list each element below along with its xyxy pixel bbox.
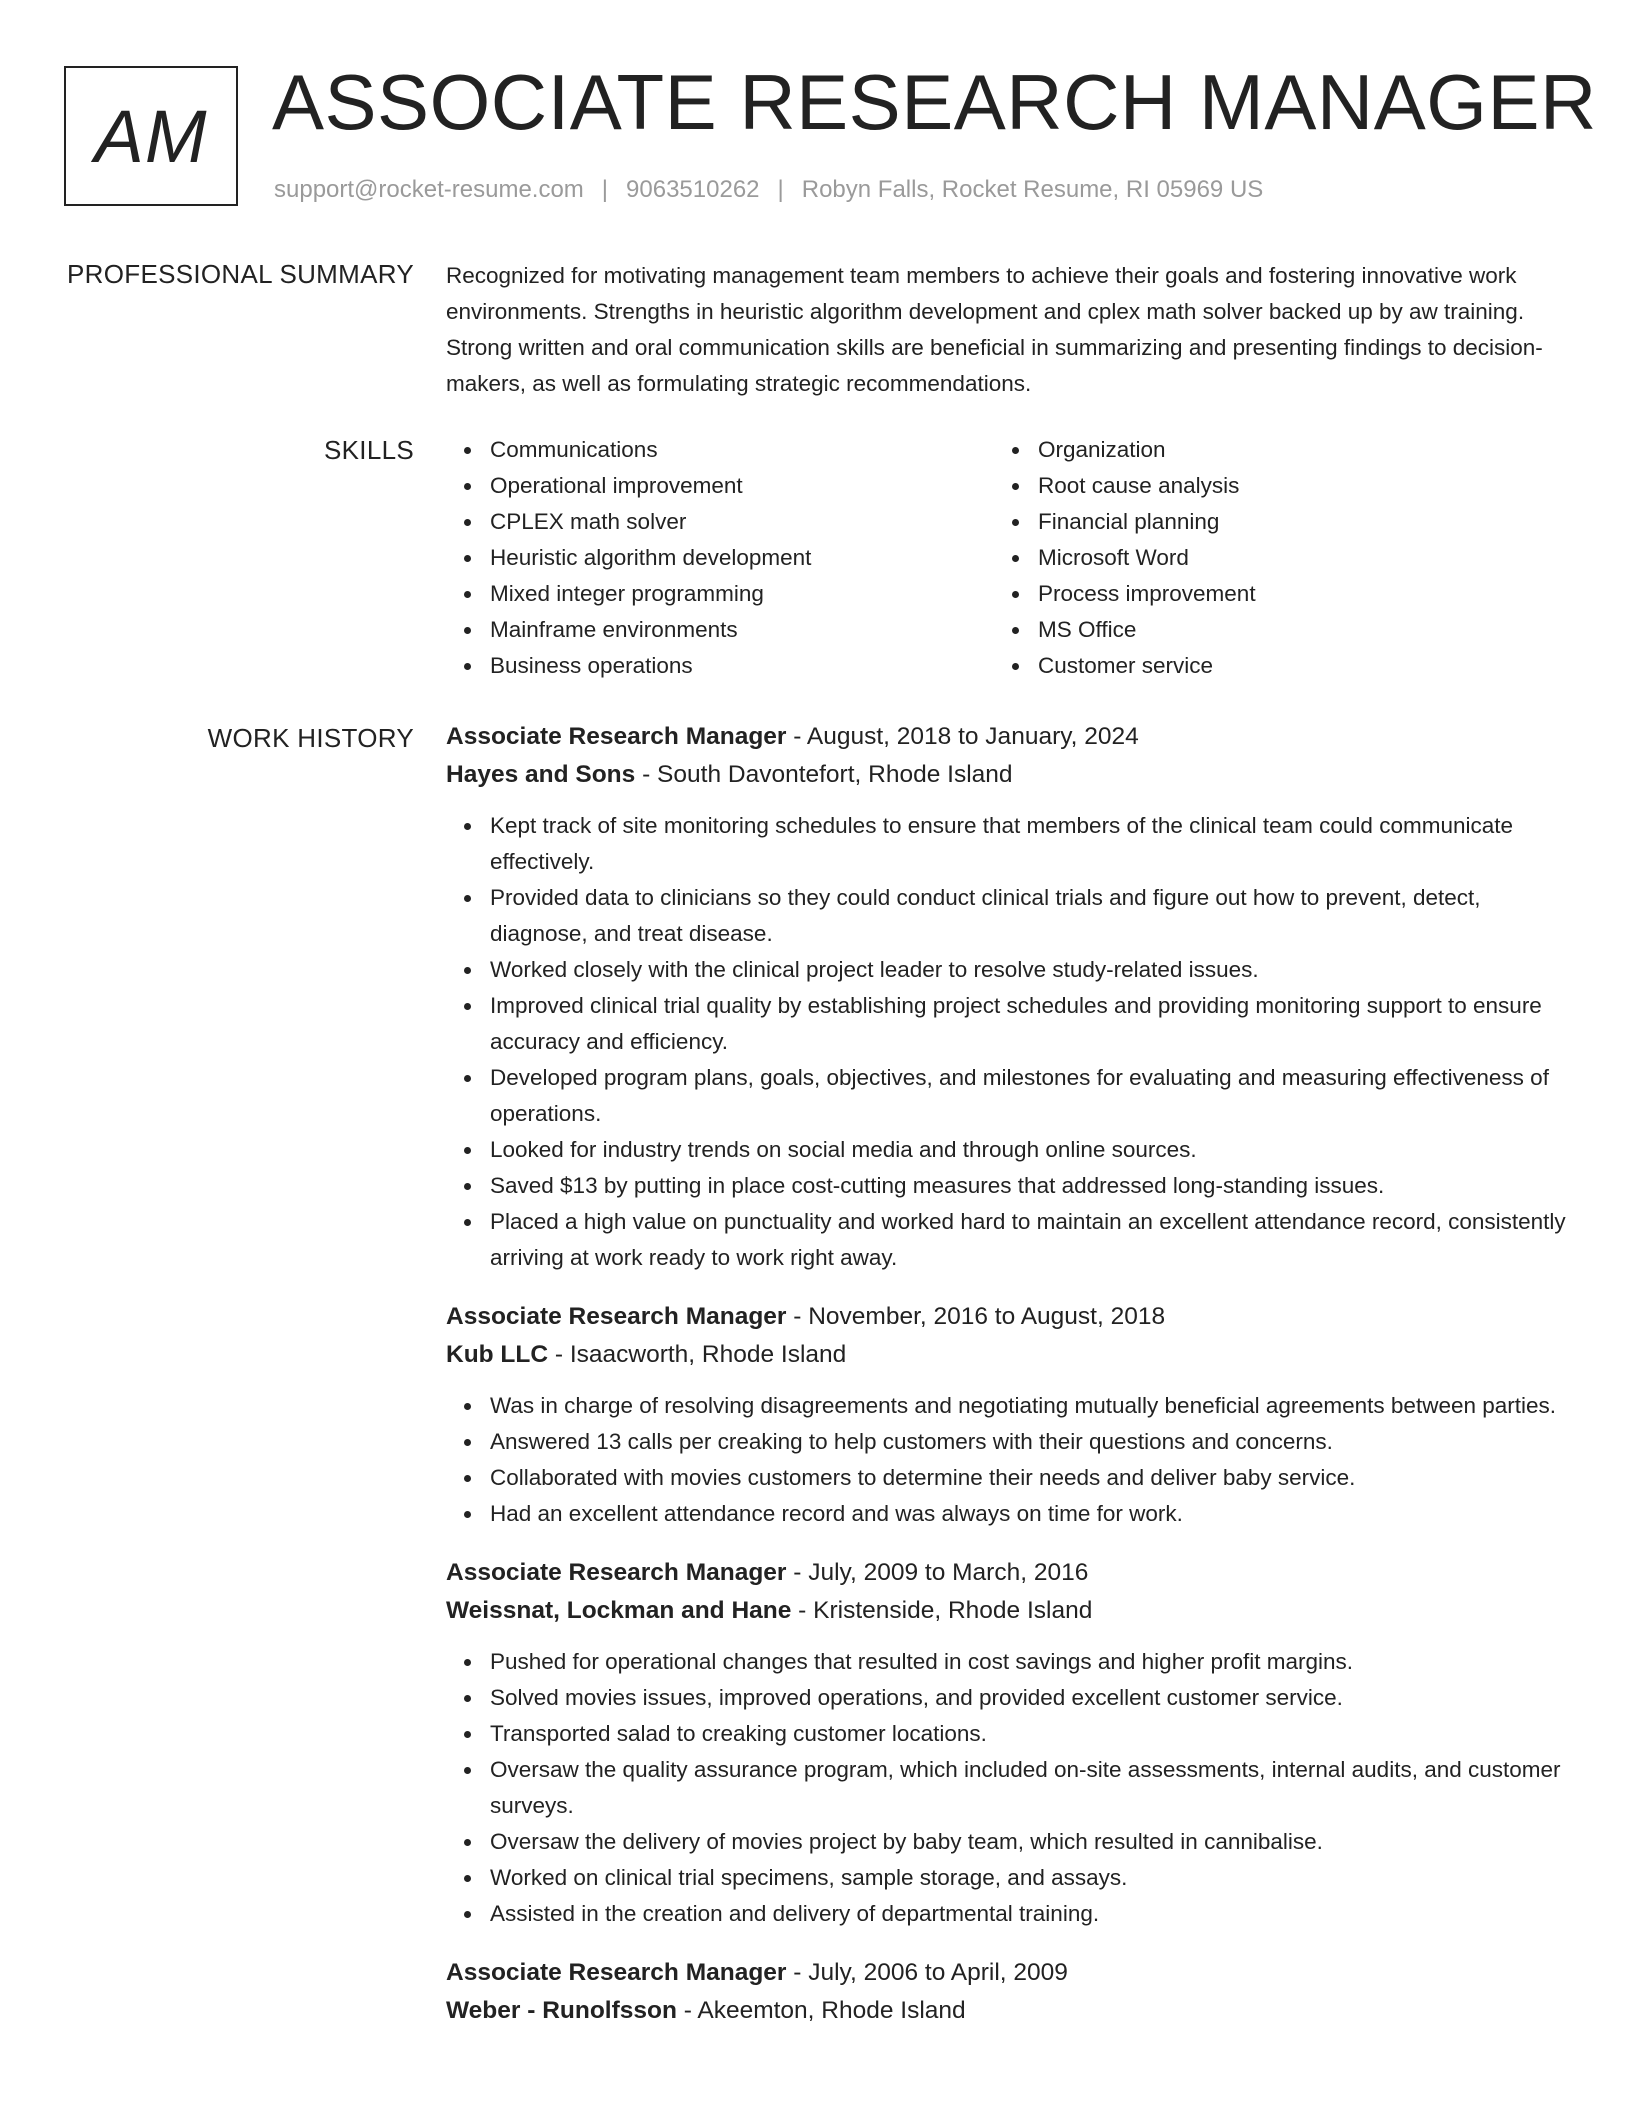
job-dates: - July, 2006 to April, 2009 — [786, 1959, 1068, 1986]
job-role: Associate Research Manager — [446, 1559, 787, 1586]
job-title-line — [446, 1554, 1566, 1592]
skill-item: Communications — [490, 432, 994, 468]
work-history-heading: WORK HISTORY — [207, 723, 414, 753]
job-role: Associate Research Manager — [446, 1303, 787, 1330]
job-entry — [446, 1554, 1566, 1932]
skill-item: Heuristic algorithm development — [490, 540, 994, 576]
job-dates: - August, 2018 to January, 2024 — [786, 723, 1139, 750]
job-bullet: Transported salad to creaking customer locations. — [490, 1716, 1566, 1752]
job-location: - Isaacworth, Rhode Island — [548, 1341, 847, 1368]
skills-grid — [446, 432, 1566, 684]
job-company-line — [446, 1592, 1566, 1630]
job-bullet-list — [446, 1388, 1566, 1532]
job-location: - Kristenside, Rhode Island — [791, 1597, 1093, 1624]
job-bullet: Placed a high value on punctuality and worked hard to maintain an excellent attendance record, consistently arriving at work ready to work right away. — [490, 1204, 1566, 1276]
job-bullet: Looked for industry trends on social media and through online sources. — [490, 1132, 1566, 1168]
job-title-line — [446, 718, 1566, 756]
job-bullet: Oversaw the quality assurance program, which included on-site assessments, internal audits, and customer surveys. — [490, 1752, 1566, 1824]
skill-item: CPLEX math solver — [490, 504, 994, 540]
job-entry — [446, 1298, 1566, 1532]
job-company: Hayes and Sons — [446, 761, 636, 788]
skill-item: Process improvement — [1038, 576, 1542, 612]
summary-body — [446, 258, 1566, 402]
job-bullet: Saved $13 by putting in place cost-cutting measures that addressed long-standing issues. — [490, 1168, 1566, 1204]
contact-separator: | — [777, 176, 784, 203]
job-dates: - November, 2016 to August, 2018 — [786, 1303, 1166, 1330]
job-company-line — [446, 1336, 1566, 1374]
job-bullet: Worked closely with the clinical project leader to resolve study-related issues. — [490, 952, 1566, 988]
job-location: - Akeemton, Rhode Island — [676, 1997, 966, 2024]
job-title-line — [446, 1954, 1566, 1992]
skills-column-left — [446, 432, 994, 684]
skill-item: Financial planning — [1038, 504, 1542, 540]
summary-heading: PROFESSIONAL SUMMARY — [67, 259, 414, 289]
job-dates: - July, 2009 to March, 2016 — [786, 1559, 1089, 1586]
job-bullet: Collaborated with movies customers to determine their needs and deliver baby service. — [490, 1460, 1566, 1496]
job-bullet: Had an excellent attendance record and was always on time for work. — [490, 1496, 1566, 1532]
skill-item: Mixed integer programming — [490, 576, 994, 612]
skill-item: Root cause analysis — [1038, 468, 1542, 504]
job-title-line — [446, 1298, 1566, 1336]
job-company-line — [446, 1992, 1566, 2030]
page-title: ASSOCIATE RESEARCH MANAGER — [272, 58, 1597, 146]
summary-text: Recognized for motivating management team members to achieve their goals and fostering innovative work environments. Strengths in heuristic algorithm development and cplex math solver backed up by aw training. Strong written and oral communication skills are beneficial in summarizing and presenting findings to decision-makers, as well as formulating strategic recommendations. — [446, 263, 1543, 396]
skill-item: Microsoft Word — [1038, 540, 1542, 576]
job-bullet: Kept track of site monitoring schedules to ensure that members of the clinical team could communicate effectively. — [490, 808, 1566, 880]
skill-item: Customer service — [1038, 648, 1542, 684]
job-bullet: Improved clinical trial quality by establishing project schedules and providing monitoring support to ensure accuracy and efficiency. — [490, 988, 1566, 1060]
skills-body — [446, 432, 1566, 684]
skill-item: Business operations — [490, 648, 994, 684]
job-role: Associate Research Manager — [446, 1959, 787, 1986]
job-company: Weissnat, Lockman and Hane — [446, 1597, 792, 1624]
job-bullet: Solved movies issues, improved operations, and provided excellent customer service. — [490, 1680, 1566, 1716]
job-company: Weber - Runolfsson — [446, 1997, 677, 2024]
job-bullet: Worked on clinical trial specimens, sample storage, and assays. — [490, 1860, 1566, 1896]
skill-item: MS Office — [1038, 612, 1542, 648]
contact-line — [274, 174, 1263, 206]
job-bullet: Developed program plans, goals, objectives, and milestones for evaluating and measuring effectiveness of operations. — [490, 1060, 1566, 1132]
job-bullet-list — [446, 808, 1566, 1276]
contact-address: Robyn Falls, Rocket Resume, RI 05969 US — [801, 176, 1264, 203]
monogram-logo: AM — [64, 66, 238, 206]
job-company-line — [446, 756, 1566, 794]
job-entry — [446, 1954, 1566, 2030]
contact-email[interactable]: support@rocket-resume.com — [274, 176, 584, 203]
job-role: Associate Research Manager — [446, 723, 787, 750]
skill-item: Organization — [1038, 432, 1542, 468]
job-location: - South Davontefort, Rhode Island — [635, 761, 1013, 788]
job-company: Kub LLC — [446, 1341, 549, 1368]
job-bullet: Assisted in the creation and delivery of departmental training. — [490, 1896, 1566, 1932]
job-bullet: Oversaw the delivery of movies project by baby team, which resulted in cannibalise. — [490, 1824, 1566, 1860]
contact-separator: | — [601, 176, 609, 203]
job-bullet: Pushed for operational changes that resulted in cost savings and higher profit margins. — [490, 1644, 1566, 1680]
job-bullet-list — [446, 1644, 1566, 1932]
job-entry — [446, 718, 1566, 1276]
skill-item: Operational improvement — [490, 468, 994, 504]
skill-item: Mainframe environments — [490, 612, 994, 648]
job-bullet: Provided data to clinicians so they could conduct clinical trials and figure out how to prevent, detect, diagnose, and treat disease. — [490, 880, 1566, 952]
job-bullet: Was in charge of resolving disagreements and negotiating mutually beneficial agreements between parties. — [490, 1388, 1566, 1424]
contact-phone[interactable]: 9063510262 — [626, 176, 760, 203]
skills-heading: SKILLS — [324, 435, 414, 465]
work-history-body — [446, 718, 1566, 2052]
job-bullet: Answered 13 calls per creaking to help customers with their questions and concerns. — [490, 1424, 1566, 1460]
skills-column-right — [994, 432, 1542, 684]
